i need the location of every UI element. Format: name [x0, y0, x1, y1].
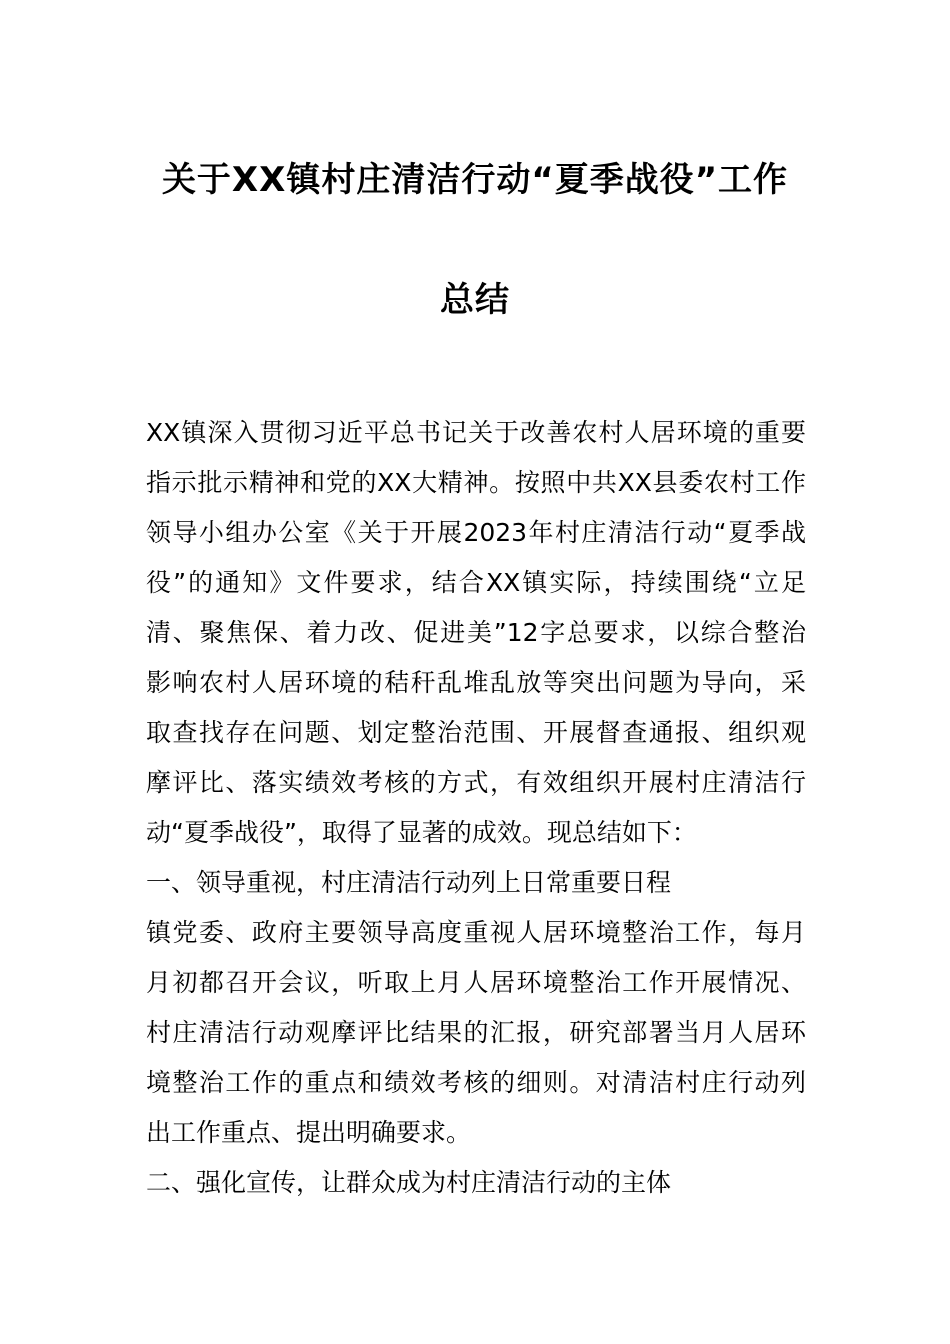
body-line: 月初都召开会议，听取上月人居环境整治工作开展情况、	[146, 968, 806, 997]
body-line: 镇党委、政府主要领导高度重视人居环境整治工作，每月	[146, 918, 806, 947]
body-line: 指示批示精神和党的XX大精神。按照中共XX县委农村工作	[146, 468, 806, 497]
body-line: 影响农村人居环境的秸秆乱堆乱放等突出问题为导向，采	[146, 668, 806, 697]
body-line: XX镇深入贯彻习近平总书记关于改善农村人居环境的重要	[146, 418, 806, 447]
body-line: 一、领导重视，村庄清洁行动列上日常重要日程	[146, 868, 672, 897]
body-line: 二、强化宣传，让群众成为村庄清洁行动的主体	[146, 1168, 672, 1197]
document-body	[146, 408, 806, 1208]
document-title-line-2: 总结	[440, 280, 510, 320]
body-line: 动“夏季战役”，取得了显著的成效。现总结如下：	[146, 818, 697, 847]
body-line: 村庄清洁行动观摩评比结果的汇报，研究部署当月人居环	[146, 1018, 806, 1047]
document-title-line-1: 关于XX镇村庄清洁行动“夏季战役”工作	[161, 160, 789, 200]
body-line: 出工作重点、提出明确要求。	[146, 1118, 472, 1147]
body-line: 清、聚焦保、着力改、促进美”12字总要求，以综合整治	[146, 618, 806, 647]
body-line: 境整治工作的重点和绩效考核的细则。对清洁村庄行动列	[146, 1068, 806, 1097]
body-line: 役”的通知》文件要求，结合XX镇实际，持续围绕“立足	[146, 568, 806, 597]
body-line: 取查找存在问题、划定整治范围、开展督查通报、组织观	[146, 718, 806, 747]
body-line: 领导小组办公室《关于开展2023年村庄清洁行动“夏季战	[146, 518, 806, 547]
body-line: 摩评比、落实绩效考核的方式，有效组织开展村庄清洁行	[146, 768, 806, 797]
